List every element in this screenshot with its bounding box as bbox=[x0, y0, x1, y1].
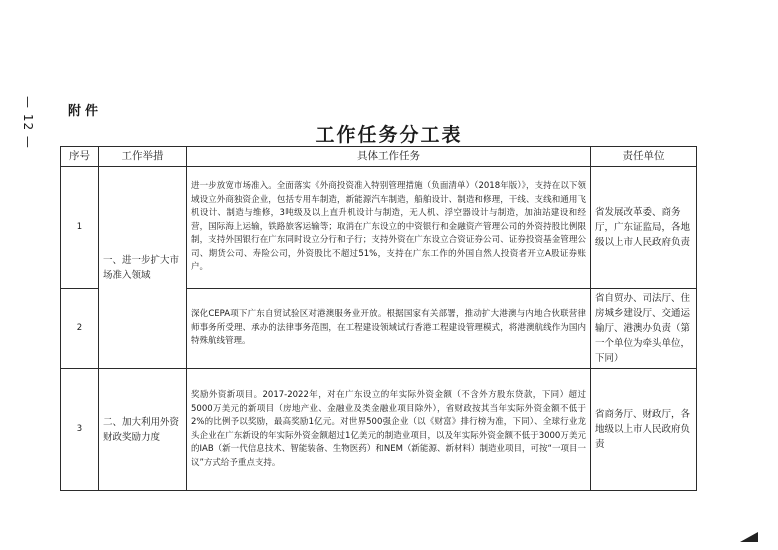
detail-cell: 深化CEPA项下广东自贸试验区对港澳服务业开放。根据国家有关部署，推动扩大港澳与内地合伙联营律师事务所受理、承办的法律事务范围，在工程建设领域试行香港工程建设管理模式，将港澳航线作为国内特殊航线管理。 bbox=[187, 289, 591, 369]
measure-cell: 一、进一步扩大市场准入领域 bbox=[99, 167, 187, 369]
row-number: 3 bbox=[61, 369, 99, 491]
unit-cell: 省自贸办、司法厅、住房城乡建设厅、交通运输厅、港澳办负责（第一个单位为牵头单位，下同） bbox=[591, 289, 697, 369]
header-detail: 具体工作任务 bbox=[187, 147, 591, 167]
unit-cell: 省商务厅、财政厅，各地级以上市人民政府负责 bbox=[591, 369, 697, 491]
page-number: — 12 — bbox=[21, 96, 35, 149]
attachment-label: 附件 bbox=[68, 104, 103, 119]
header-measure: 工作举措 bbox=[99, 147, 187, 167]
table-row bbox=[61, 369, 697, 491]
header-unit: 责任单位 bbox=[591, 147, 697, 167]
header-no: 序号 bbox=[61, 147, 99, 167]
table-header-row bbox=[61, 147, 697, 167]
task-table bbox=[60, 146, 697, 491]
row-number: 2 bbox=[61, 289, 99, 369]
measure-cell: 二、加大利用外资财政奖励力度 bbox=[99, 369, 187, 491]
table-row bbox=[61, 167, 697, 289]
row-number: 1 bbox=[61, 167, 99, 289]
detail-cell: 进一步放宽市场准入。全面落实《外商投资准入特别管理措施（负面清单）（2018年版）》，支持在以下领域设立外商独资企业，包括专用车制造，新能源汽车制造，船舶设计、制造和修理，干线、支线和通用飞机设计、制造与维修，3吨级及以上直升机设计与制造，无人机、浮空器设计与制造，加油站建设和经营，国际海上运输，铁路旅客运输等；取消在广东设立的中资银行和金融资产管理公司的外资持股比例限制，支持外国银行在广东同时设立分行和子行；支持外资在广东设立合资证券公司、证券投资基金管理公司、期货公司、寿险公司，外资股比不超过51%，支持在广东工作的外国自然人投资者开立A股证券账户。 bbox=[187, 167, 591, 289]
unit-cell: 省发展改革委、商务厅，广东证监局，各地级以上市人民政府负责 bbox=[591, 167, 697, 289]
detail-cell: 奖励外资新项目。2017-2022年，对在广东设立的年实际外资金额（不含外方股东贷款，下同）超过5000万美元的新项目（房地产业、金融业及类金融业项目除外），省财政按其当年实际外资金额不低于2%的比例予以奖励，最高奖励1亿元。对世界500强企业（以《财富》排行榜为准，下同）、全球行业龙头企业在广东新设的年实际外资金额超过1亿美元的制造业项目，以及年实际外资金额不低于3000万美元的IAB（新一代信息技术、智能装备、生物医药）和NEM（新能源、新材料）制造业项目，可按“一项目一议”方式给予重点支持。 bbox=[187, 369, 591, 491]
page-title: 工作任务分工表 bbox=[315, 124, 463, 146]
scan-mark-icon bbox=[700, 528, 760, 544]
